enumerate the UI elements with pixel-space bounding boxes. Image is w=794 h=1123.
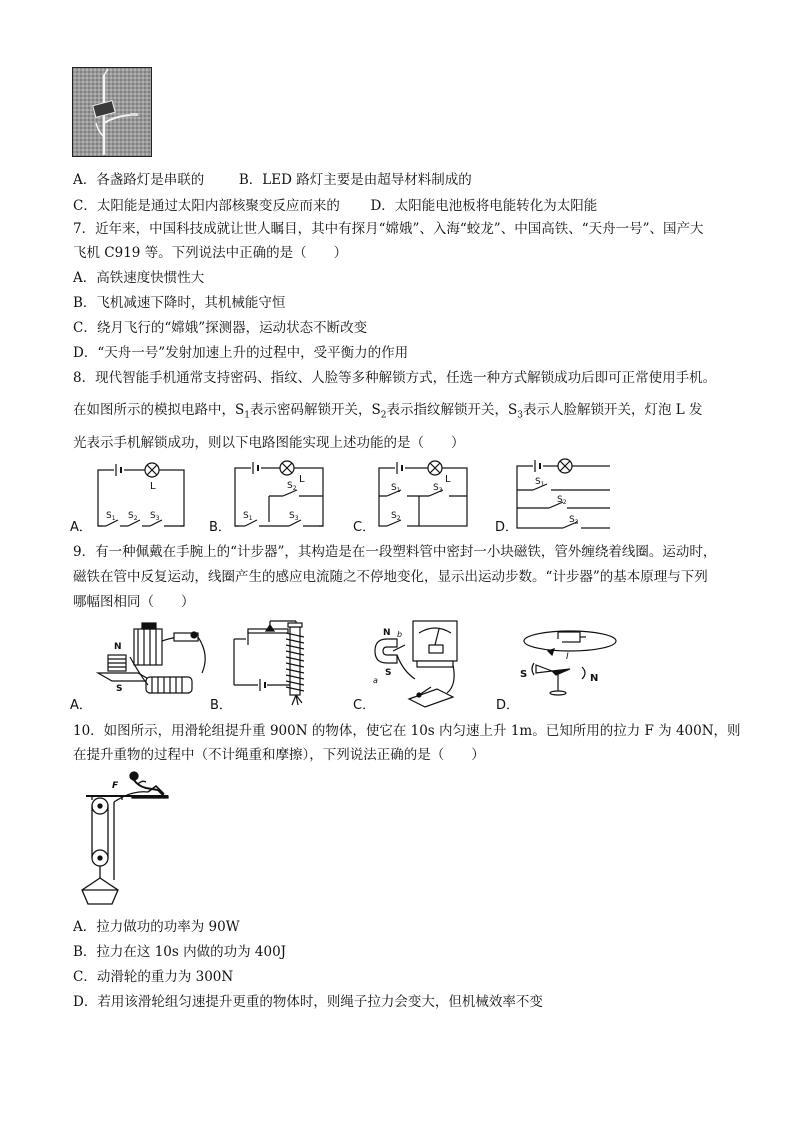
svg-text:S2: $S_2$ bbox=[557, 495, 567, 506]
svg-text:A．: A． bbox=[70, 520, 92, 535]
q6-option-a[interactable]: A．各盏路灯是串联的 bbox=[73, 172, 205, 188]
q8-circuit-a bbox=[70, 463, 184, 535]
svg-text:S1: $S_1$ bbox=[106, 511, 116, 522]
q10-stem-line1: 10．如图所示，用滑轮组提升重 900N 的物体，使它在 10s 内匀速上升 1m。已知所用的拉力 F 为 400N，则 bbox=[73, 723, 741, 739]
q8-circuit-c bbox=[353, 461, 467, 535]
svg-text:L: L bbox=[299, 474, 305, 485]
svg-text:S1: $S_1$ bbox=[391, 483, 401, 494]
q7-option-c[interactable]: C．绕月飞行的“嫦娥”探测器，运动状态不断改变 bbox=[73, 320, 368, 336]
q8-stem-line1: 8．现代智能手机通常支持密码、指纹、人脸等多种解锁方式，任选一种方式解锁成功后即可正常使用手机。 bbox=[73, 370, 717, 386]
q6-option-c[interactable]: C．太阳能是通过太阳内部核聚变反应而来的 bbox=[73, 198, 340, 214]
svg-text:S: S bbox=[520, 669, 528, 680]
q10-option-a[interactable]: A．拉力做功的功率为 90W bbox=[73, 919, 240, 935]
svg-text:I: I bbox=[566, 652, 569, 662]
q10-option-d[interactable]: D．若用该滑轮组匀速提升更重的物体时，则绳子拉力会变大，但机械效率不变 bbox=[73, 994, 543, 1010]
svg-text:S3: $S_3$ bbox=[289, 511, 299, 522]
q9-figure-c bbox=[353, 621, 457, 713]
q9-stem-line3: 哪幅图相同（ ） bbox=[73, 594, 195, 610]
q9-figure-a bbox=[70, 623, 205, 713]
q10-option-b[interactable]: B．拉力在这 10s 内做的功为 400J bbox=[73, 944, 287, 960]
q7-stem-line1: 7．近年来，中国科技成就让世人瞩目，其中有探月“嫦娥”、入海“蛟龙”、中国高铁、“天舟一号”、国产大 bbox=[73, 221, 704, 237]
q10-option-c[interactable]: C．动滑轮的重力为 300N bbox=[73, 969, 234, 985]
q9-figure-d bbox=[496, 631, 616, 713]
svg-text:S3: $S_3$ bbox=[569, 515, 579, 526]
svg-text:S: S bbox=[385, 668, 392, 678]
svg-text:S1: $S_1$ bbox=[535, 477, 545, 488]
svg-text:A．: A． bbox=[70, 698, 92, 713]
q8-stem-line3: 光表示手机解锁成功，则以下电路图能实现上述功能的是（ ） bbox=[73, 435, 465, 451]
svg-text:B．: B． bbox=[209, 520, 231, 535]
svg-text:S3: $S_3$ bbox=[433, 483, 443, 494]
q8-circuit-d bbox=[495, 459, 610, 535]
q9-figures bbox=[70, 615, 630, 715]
svg-text:S2: $S_2$ bbox=[391, 511, 401, 522]
svg-text:L: L bbox=[150, 481, 156, 492]
svg-text:S2: $S_2$ bbox=[287, 481, 297, 492]
q10-stem-line2: 在提升重物的过程中（不计绳重和摩擦），下列说法正确的是（ ） bbox=[73, 747, 485, 763]
svg-text:S: S bbox=[116, 684, 123, 694]
svg-text:D．: D． bbox=[495, 520, 519, 535]
svg-text:C．: C． bbox=[353, 520, 376, 535]
q10-pulley-figure bbox=[72, 770, 182, 910]
svg-text:N: N bbox=[114, 642, 122, 652]
q6-option-row-ab bbox=[73, 168, 472, 188]
q6-option-d[interactable]: D．太阳能电池板将电能转化为太阳能 bbox=[370, 198, 598, 214]
q9-stem-line1: 9．有一种佩戴在手腕上的“计步器”，其构造是在一段塑料管中密封一小块磁铁，管外缠绕着线圈。运动时， bbox=[73, 544, 717, 560]
svg-text:S1: $S_1$ bbox=[243, 511, 253, 522]
q8-stem-line2: 在如图所示的模拟电路中，$S_1$表示密码解锁开关，$S_2$表示指纹解锁开关，$S_3$表示人脸解锁开关，灯泡 L 发 bbox=[73, 402, 703, 421]
q9-figure-b bbox=[210, 621, 304, 713]
q7-option-d[interactable]: D．“天舟一号”发射加速上升的过程中，受平衡力的作用 bbox=[73, 345, 409, 361]
svg-text:N: N bbox=[590, 673, 599, 684]
svg-text:C．: C． bbox=[353, 698, 376, 713]
svg-text:b: b bbox=[397, 630, 403, 639]
svg-text:a: a bbox=[373, 676, 378, 685]
q6-option-row-cd bbox=[73, 194, 597, 214]
svg-text:N: N bbox=[383, 628, 391, 638]
svg-text:L: L bbox=[445, 474, 451, 485]
q7-option-b[interactable]: B．飞机减速下降时，其机械能守恒 bbox=[73, 295, 286, 311]
q7-option-a[interactable]: A．高铁速度快惯性大 bbox=[73, 270, 205, 286]
svg-text:S3: $S_3$ bbox=[150, 511, 160, 522]
street-lamp-photo bbox=[72, 67, 152, 157]
q8-circuit-b bbox=[209, 461, 323, 535]
q8-circuits bbox=[70, 456, 610, 536]
q7-stem-line2: 飞机 C919 等。下列说法中正确的是（ ） bbox=[73, 245, 348, 261]
svg-text:S2: $S_2$ bbox=[128, 511, 138, 522]
svg-text:B．: B． bbox=[210, 698, 232, 713]
q6-option-b[interactable]: B．LED 路灯主要是由超导材料制成的 bbox=[238, 172, 472, 188]
svg-text:F: F bbox=[112, 781, 119, 791]
q9-stem-line2: 磁铁在管中反复运动，线圈产生的感应电流随之不停地变化，显示出运动步数。“计步器”的基本原理与下列 bbox=[73, 569, 708, 585]
svg-text:D．: D． bbox=[496, 698, 520, 713]
